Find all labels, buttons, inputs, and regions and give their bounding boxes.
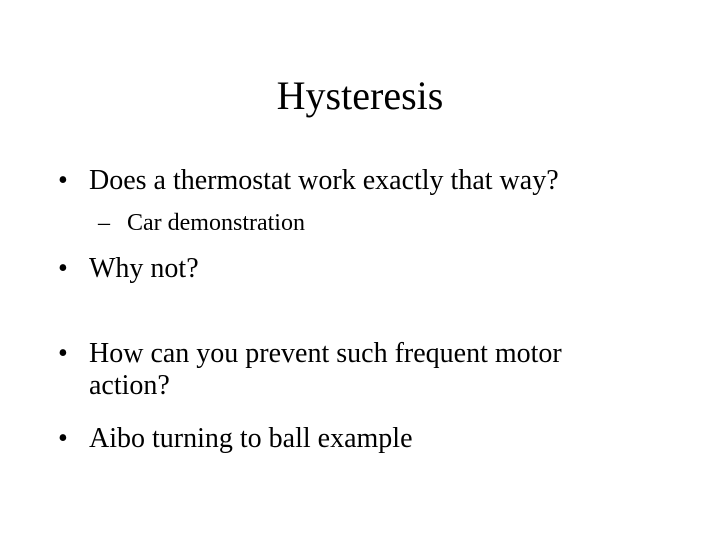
bullet-marker: • xyxy=(58,338,68,369)
bullet-text: Does a thermostat work exactly that way? xyxy=(89,165,559,196)
bullet-text: Aibo turning to ball example xyxy=(89,423,413,454)
bullet-text: Why not? xyxy=(89,253,199,284)
bullet-marker: • xyxy=(58,165,68,196)
sub-bullet-text: Car demonstration xyxy=(127,210,305,236)
bullet-item xyxy=(58,338,678,402)
bullet-item xyxy=(58,253,678,285)
sub-bullet-marker: – xyxy=(98,210,110,236)
sub-bullet-item xyxy=(98,208,658,238)
slide-title: Hysteresis xyxy=(276,73,444,118)
bullet-text: How can you prevent such frequent motor action? xyxy=(89,338,562,401)
bullet-marker: • xyxy=(58,423,68,454)
bullet-item xyxy=(58,423,678,455)
bullet-item xyxy=(58,165,678,197)
bullet-marker: • xyxy=(58,253,68,284)
